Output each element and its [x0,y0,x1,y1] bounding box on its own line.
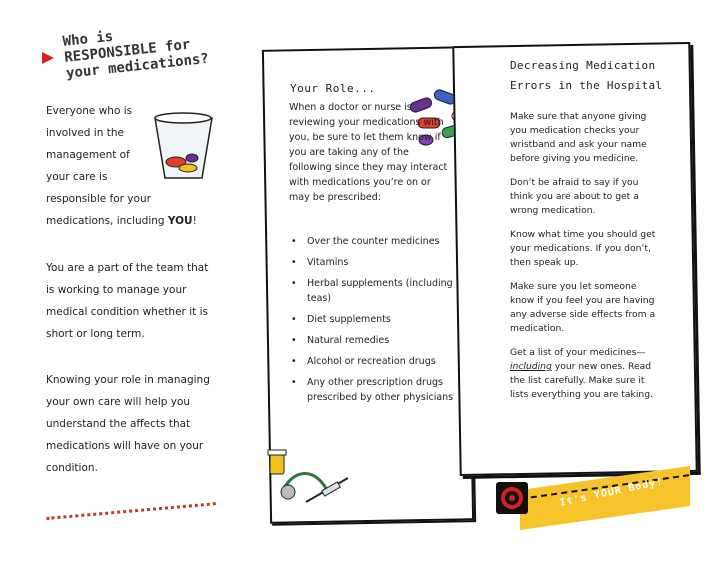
target-icon [496,482,528,514]
banner-text: It's YOUR Body! [558,476,665,509]
text-line: medications will have on your [46,440,204,452]
list-item: • Over the counter medicines [289,234,454,249]
tip: Make sure you let someone know if you feel you are having any adverse side effects from a medication. [510,281,656,334]
list-item: • Vitamins [289,255,454,270]
left-paragraph-1 [46,100,216,232]
list-item: • Alcohol or recreation drugs [289,354,454,369]
text-fragment: ! [192,215,197,227]
text-line: You are a part of the team that [46,262,209,274]
list-item: • Herbal supplements (including teas) [289,276,454,306]
list-item: • Natural remedies [289,333,454,348]
list-item: • Any other prescription drugs prescribed by other physicians [289,375,454,405]
text-line [46,210,216,232]
text-line: Knowing your role in managing [46,374,210,386]
interaction-list [289,234,454,411]
tip: Know what time you should get your medications. If you don’t, then speak up. [510,229,656,268]
left-headline: Who is RESPONSIBLE for your medications? [62,28,210,82]
text-fragment: medications, including [46,215,168,227]
tips-list [510,110,660,412]
text-line: condition. [46,462,98,474]
text-line: short or long term. [46,328,145,340]
left-paragraph-3 [46,369,216,479]
text-line: is working to manage your [46,284,187,296]
decreasing-errors-title: Decreasing Medication Errors in the Hospital [510,59,663,92]
your-role-title: Your Role... [290,82,376,95]
dotted-divider [45,492,215,520]
red-triangle-arrow-icon [42,52,54,64]
text-line: medical condition whether it is [46,306,208,318]
text-line: management of [46,149,130,161]
left-paragraph-2 [46,257,216,345]
tip: Don’t be afraid to say if you think you are about to get a wrong medication. [510,177,639,216]
tip: Make sure that anyone giving you medication checks your wristband and ask your name before giving you medicine. [510,111,647,164]
text-line: responsible for your [46,193,151,205]
list-item: • Diet supplements [289,312,454,327]
text-line: your own care will help you [46,396,191,408]
text-line: your care is [46,171,108,183]
stethoscope-syringe-icon [266,448,356,508]
your-role-intro: When a doctor or nurse is reviewing your medications with you, be sure to let them know if you are taking any of the following since they may interact with medications you’re on or may be prescribed: [289,102,448,203]
emphasis-you: YOU [167,215,193,227]
text-line: involved in the [46,127,124,139]
text-fragment: Get a list of your medicines— [510,347,646,358]
text-line: Everyone who is [46,105,133,117]
emphasis-including: including [510,361,552,372]
tip [510,346,660,402]
text-fragment: your new ones. Read the list carefully. Make sure it lists everything you are taking. [510,361,653,400]
text-line: understand the affects that [46,418,191,430]
